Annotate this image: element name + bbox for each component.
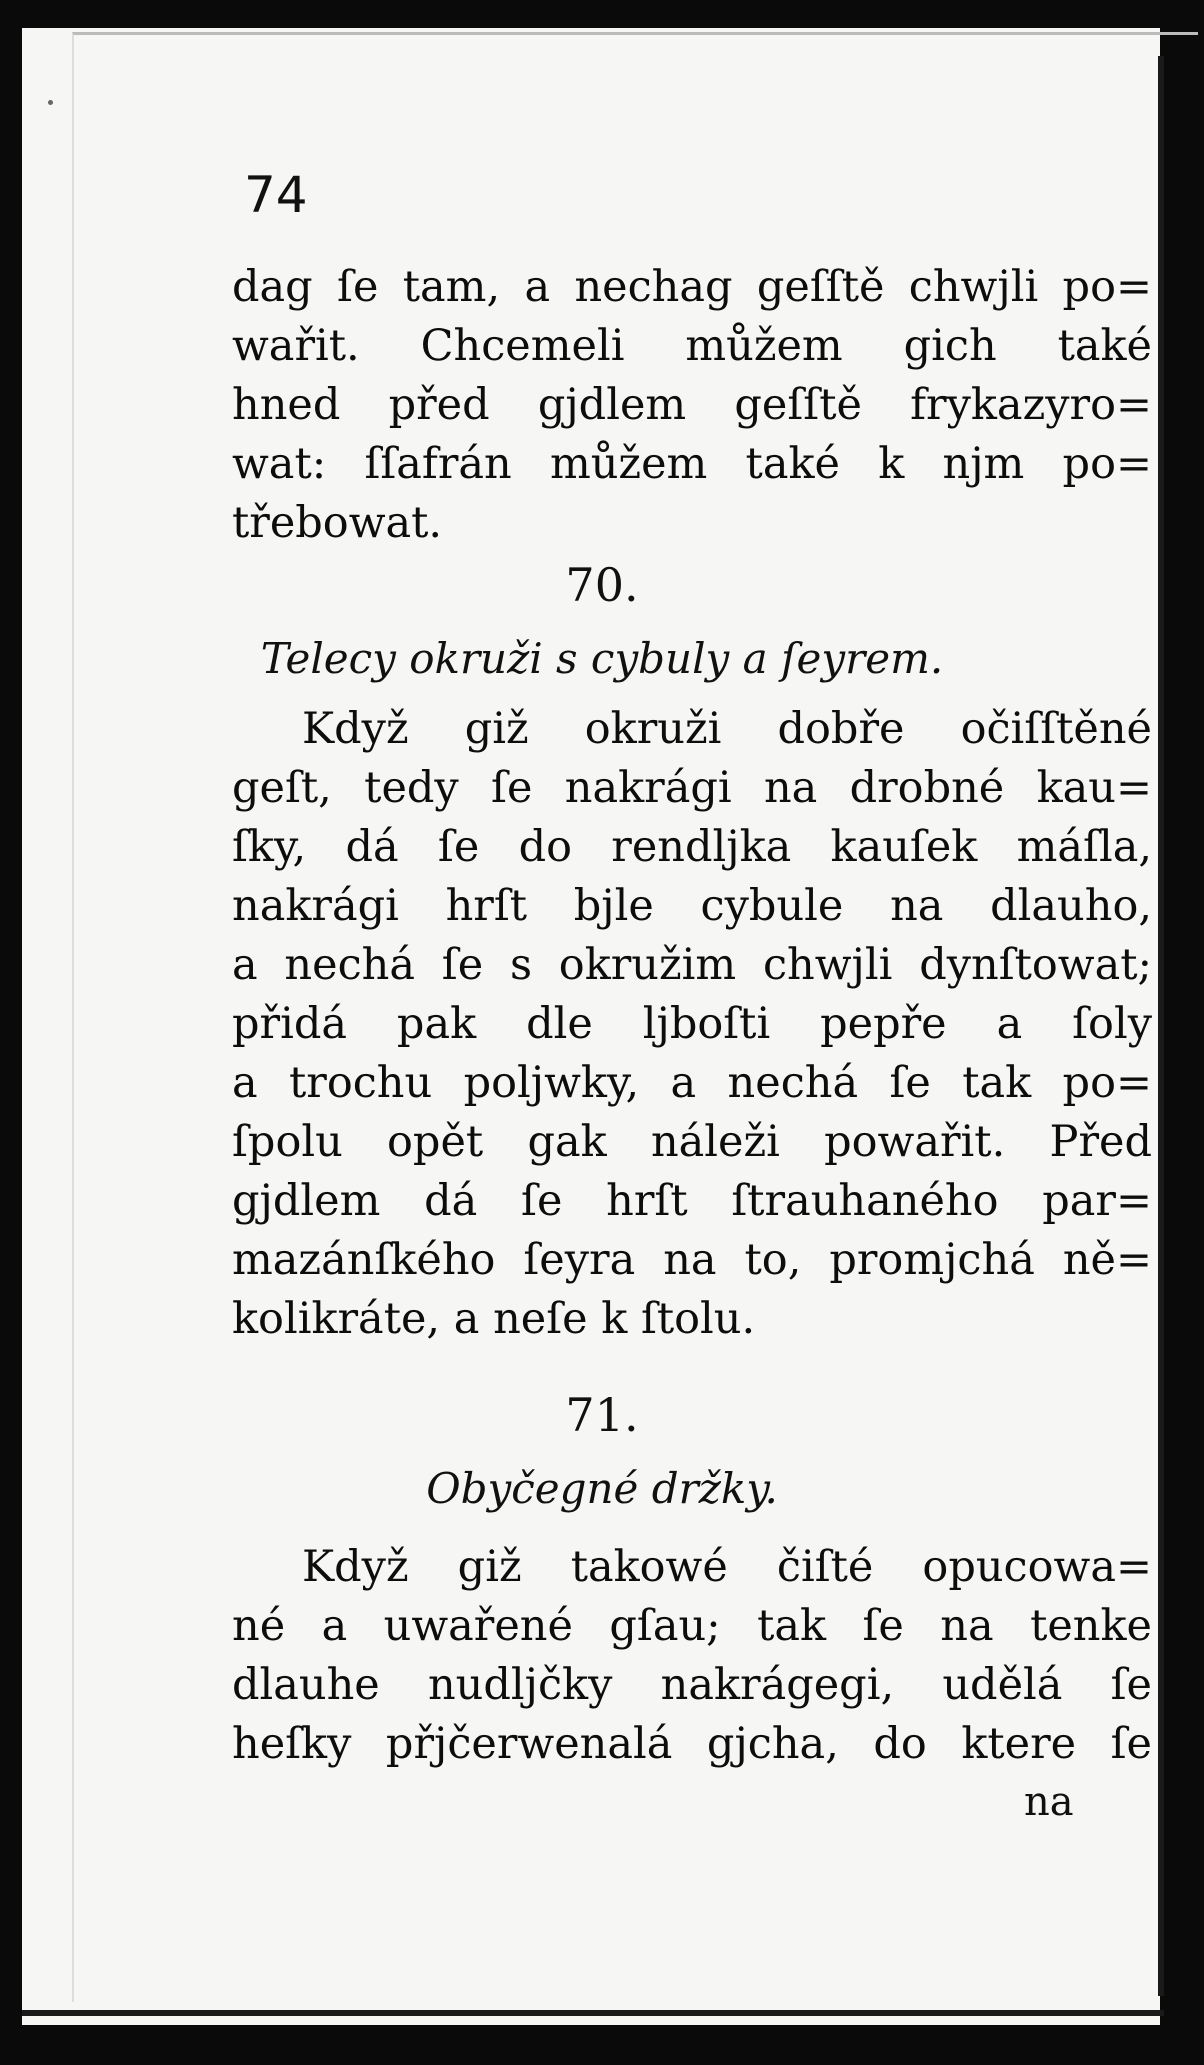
text-line: mazánſkého ſeyra na to, promjchá ně= <box>232 1235 1152 1285</box>
text-line: geſt, tedy ſe nakrági na drobné kau= <box>232 763 1152 813</box>
page-right-rule <box>1158 56 1164 1996</box>
text-line: wat: ſſafrán můžem také k njm po= <box>232 439 1152 489</box>
text-line: né a uwařené gſau; tak ſe na tenke <box>232 1601 1152 1651</box>
text-line: kolikráte, a neſe k ſtolu. <box>232 1294 756 1344</box>
page-bottom-rule <box>22 2010 1164 2016</box>
text-line: gjdlem dá ſe hrſt ſtrauhaného par= <box>232 1176 1152 1226</box>
section-title: Obyčegné držky. <box>426 1464 778 1513</box>
text-line: a nechá ſe s okružim chwjli dynſtowat; <box>232 940 1152 990</box>
text-line: Když giž okruži dobře očiſſtěné <box>302 704 1152 754</box>
section-70-body <box>232 700 1152 1349</box>
scan-edge-top <box>0 0 1204 28</box>
page-number: 74 <box>244 166 308 224</box>
text-line: ſky, dá ſe do rendljka kauſek máſla, <box>232 822 1152 872</box>
text-line: wařit. Chcemeli můžem gich také <box>232 321 1152 371</box>
text-line: dag ſe tam, a nechag geſſtě chwjli po= <box>232 262 1152 312</box>
paragraph-top <box>232 258 1152 553</box>
text-line: dlauhe nudljčky nakrágegi, udělá ſe <box>232 1660 1152 1710</box>
text-line: nakrági hrſt bjle cybule na dlauho, <box>232 881 1152 931</box>
text-line: přidá pak dle ljboſti pepře a ſoly <box>232 999 1152 1049</box>
text-line: heſky přjčerwenalá gjcha, do ktere ſe <box>232 1719 1152 1769</box>
scan-edge-bottom <box>0 2025 1204 2065</box>
section-number: 71. <box>565 1388 639 1442</box>
text-line: a trochu poljwky, a nechá ſe tak po= <box>232 1058 1152 1108</box>
catchword: na <box>1024 1779 1074 1825</box>
section-71-body <box>232 1538 1152 1774</box>
text-line: třebowat. <box>232 498 443 548</box>
text-line: ſpolu opět gak náleži powařit. Před <box>232 1117 1152 1167</box>
section-title: Telecy okruži s cybuly a ſeyrem. <box>260 634 944 683</box>
scan-speck <box>48 100 53 105</box>
text-line: hned před gjdlem geſſtě frykazyro= <box>232 380 1152 430</box>
text-line: Když giž takowé čiſté opucowa= <box>302 1542 1152 1592</box>
scan-edge-left <box>0 0 22 2065</box>
section-number: 70. <box>565 558 639 612</box>
